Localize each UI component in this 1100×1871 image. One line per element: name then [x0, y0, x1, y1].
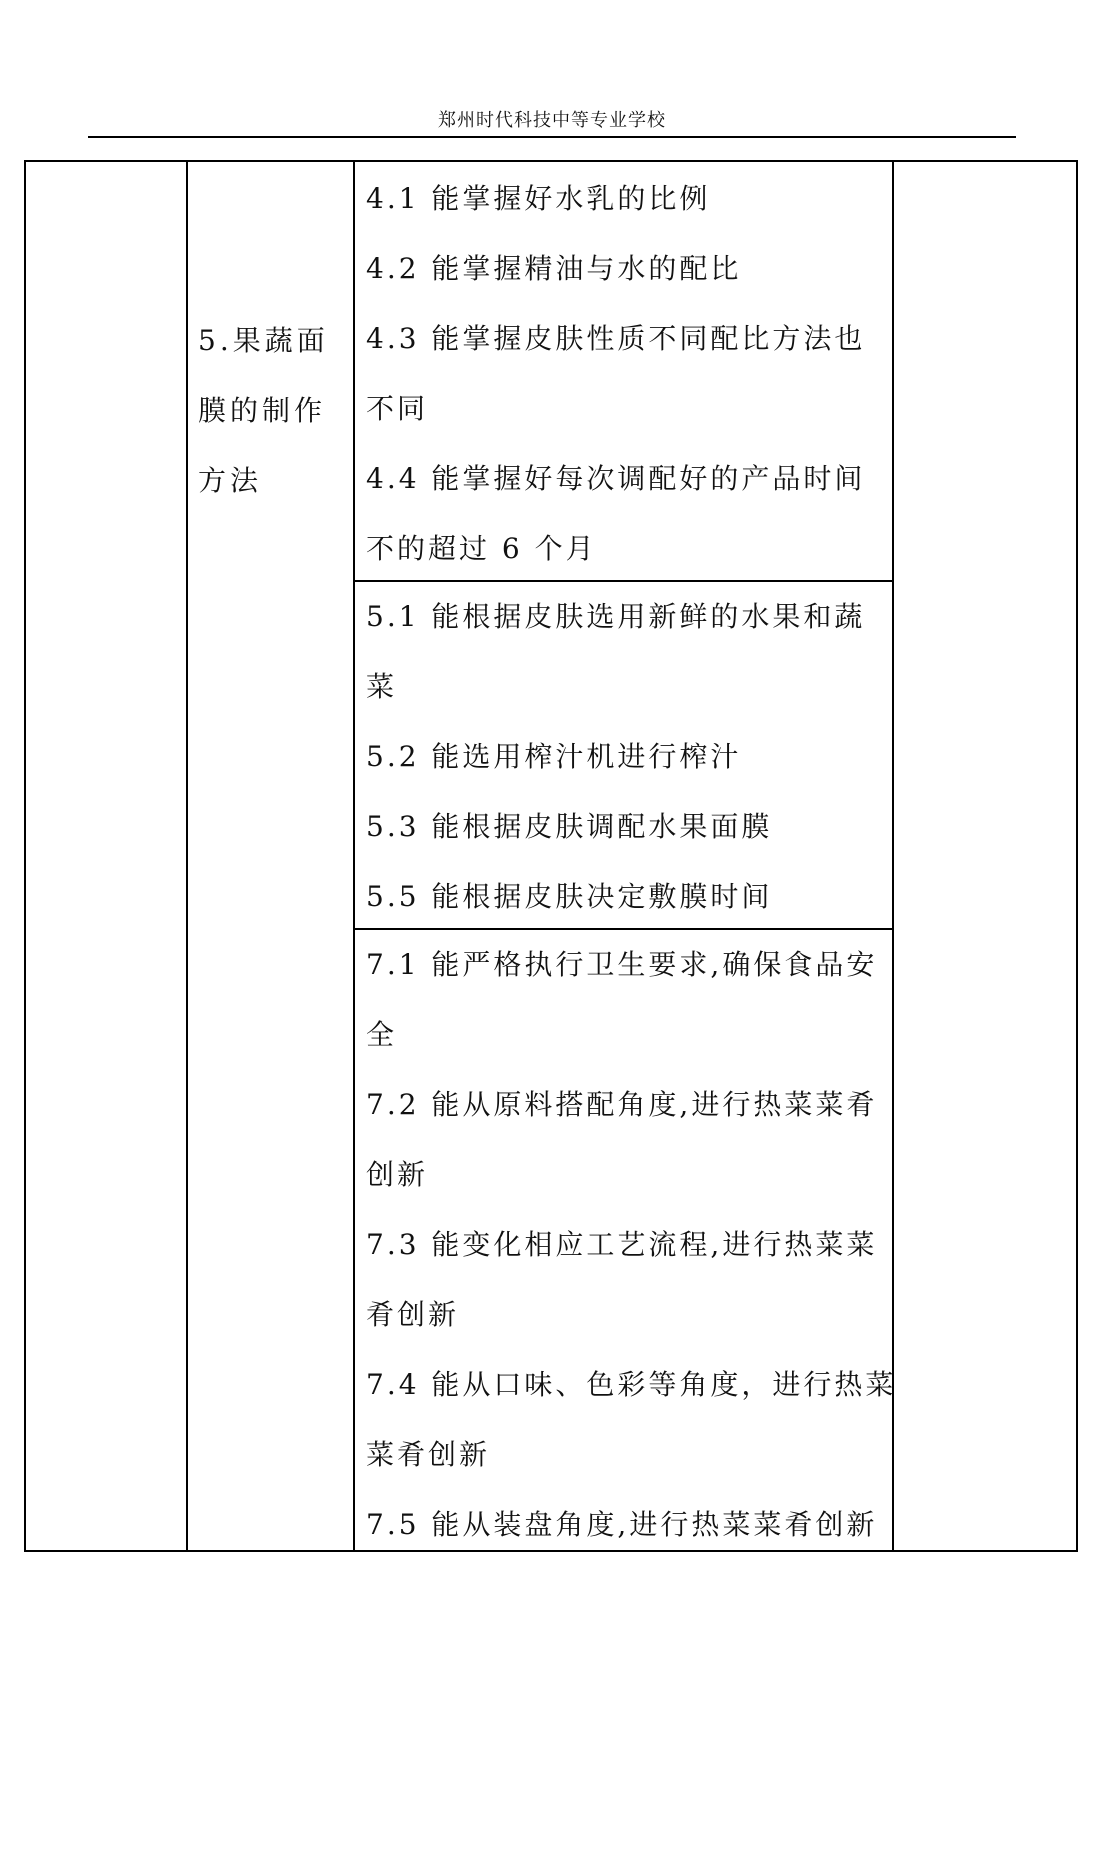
requirement-line: 5.1 能根据皮肤选用新鲜的水果和蔬 [366, 600, 866, 633]
page-header [88, 106, 1016, 132]
requirement-cell [366, 930, 897, 1560]
requirement-line: 4.2 能掌握精油与水的配比 [366, 252, 742, 285]
column-divider [353, 162, 355, 1550]
requirement-line: 不同 [366, 392, 429, 425]
requirement-cell [366, 582, 886, 932]
requirement-line: 菜 [366, 670, 398, 703]
requirement-line: 5.2 能选用榨汁机进行榨汁 [366, 740, 742, 773]
requirement-line: 7.5 能从装盘角度,进行热菜菜肴创新 [366, 1508, 878, 1541]
curriculum-table [24, 160, 1078, 1552]
topic-line: 方法 [198, 464, 263, 497]
school-name: 郑州时代科技中等专业学校 [438, 110, 666, 131]
requirement-line: 7.1 能严格执行卫生要求,确保食品安 [366, 948, 878, 981]
topic-line: 膜的制作 [198, 394, 327, 427]
requirement-line: 肴创新 [366, 1298, 460, 1331]
column-divider [892, 162, 894, 1550]
requirement-line: 7.3 能变化相应工艺流程,进行热菜菜 [366, 1228, 878, 1261]
requirement-line: 4.3 能掌握皮肤性质不同配比方法也 [366, 322, 866, 355]
requirement-line: 4.4 能掌握好每次调配好的产品时间 [366, 462, 866, 495]
requirement-line: 不的超过 6 个月 [366, 532, 597, 565]
requirement-line: 菜肴创新 [366, 1438, 491, 1471]
topic-line: 5.果蔬面 [198, 324, 329, 357]
topic-cell [198, 306, 348, 516]
requirement-line: 7.4 能从口味、色彩等角度，进行热菜 [366, 1368, 897, 1401]
requirement-line: 全 [366, 1018, 398, 1051]
column-divider [186, 162, 188, 1550]
header-rule [88, 136, 1016, 138]
requirement-line: 5.5 能根据皮肤决定敷膜时间 [366, 880, 773, 913]
requirement-line: 5.3 能根据皮肤调配水果面膜 [366, 810, 773, 843]
requirement-line: 7.2 能从原料搭配角度,进行热菜菜肴 [366, 1088, 878, 1121]
requirement-line: 创新 [366, 1158, 429, 1191]
requirement-cell [366, 164, 886, 584]
requirement-line: 4.1 能掌握好水乳的比例 [366, 182, 711, 215]
